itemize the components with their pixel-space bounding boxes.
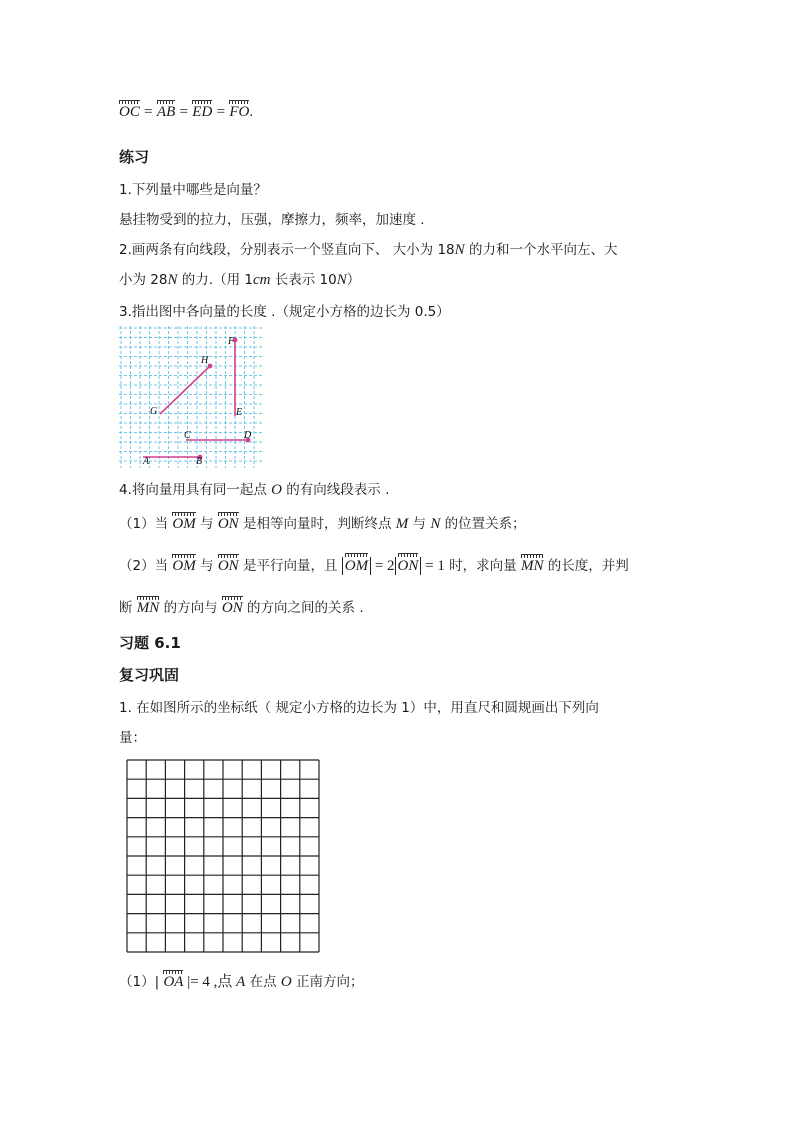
- vector-AB: AB: [156, 104, 176, 120]
- question-4: 4.将向量用具有同一起点 O 的有向线段表示 .: [119, 482, 390, 498]
- label-H: H: [201, 355, 209, 366]
- top-equation: OC = AB = ED = FO.: [119, 104, 254, 120]
- vector-FO: FO: [229, 104, 250, 120]
- question-4-part-1: （1）当 OM 与 ON 是相等向量时，判断终点 M 与 N 的位置关系；: [119, 516, 526, 532]
- label-A: A: [143, 456, 150, 467]
- question-1: 1.下列量中哪些是向量？: [119, 182, 267, 198]
- question-4-part-2-cont: 断 MN 的方向与 ON 的方向之间的关系 .: [119, 600, 364, 616]
- practice-heading: 练习: [119, 148, 150, 166]
- label-C: C: [184, 430, 191, 441]
- question-3: 3.指出图中各向量的长度 .（规定小方格的边长为 0.5）: [119, 304, 450, 320]
- exercise-question-1: 1. 在如图所示的坐标纸（ 规定小方格的边长为 1）中，用直尺和圆规画出下列向: [119, 700, 599, 716]
- exercise-subheading: 复习巩固: [119, 666, 180, 684]
- label-G: G: [150, 406, 158, 417]
- label-B: B: [196, 456, 203, 467]
- exercise-heading: 习题 6.1: [119, 634, 181, 652]
- label-F: F: [228, 336, 235, 347]
- coordinate-grid-figure: [126, 759, 320, 953]
- vector-grid-figure: [119, 326, 262, 468]
- question-1-items: 悬挂物受到的拉力，压强，摩擦力，频率，加速度 .: [119, 212, 425, 228]
- question-2-line-1: 2.画两条有向线段，分别表示一个竖直向下、 大小为 18N 的力和一个水平向左、大: [119, 242, 618, 258]
- vector-OC: OC: [119, 104, 140, 120]
- exercise-question-1-part-1: （1）| OA |= 4 ,点 A 在点 O 正南方向；: [119, 974, 364, 990]
- vector-ED: ED: [192, 104, 213, 120]
- question-4-part-2: （2）当 OM 与 ON 是平行向量，且 OM = 2 ON = 1 时，求向量 MN 的长度，并判: [119, 558, 629, 574]
- vector-GH-endpoint: [208, 364, 211, 367]
- label-D: D: [244, 430, 252, 441]
- exercise-question-1-cont: 量：: [119, 730, 146, 746]
- question-2-line-2: 小为 28N 的力.（用 1cm 长表示 10N）: [119, 272, 361, 288]
- label-E: E: [236, 407, 243, 418]
